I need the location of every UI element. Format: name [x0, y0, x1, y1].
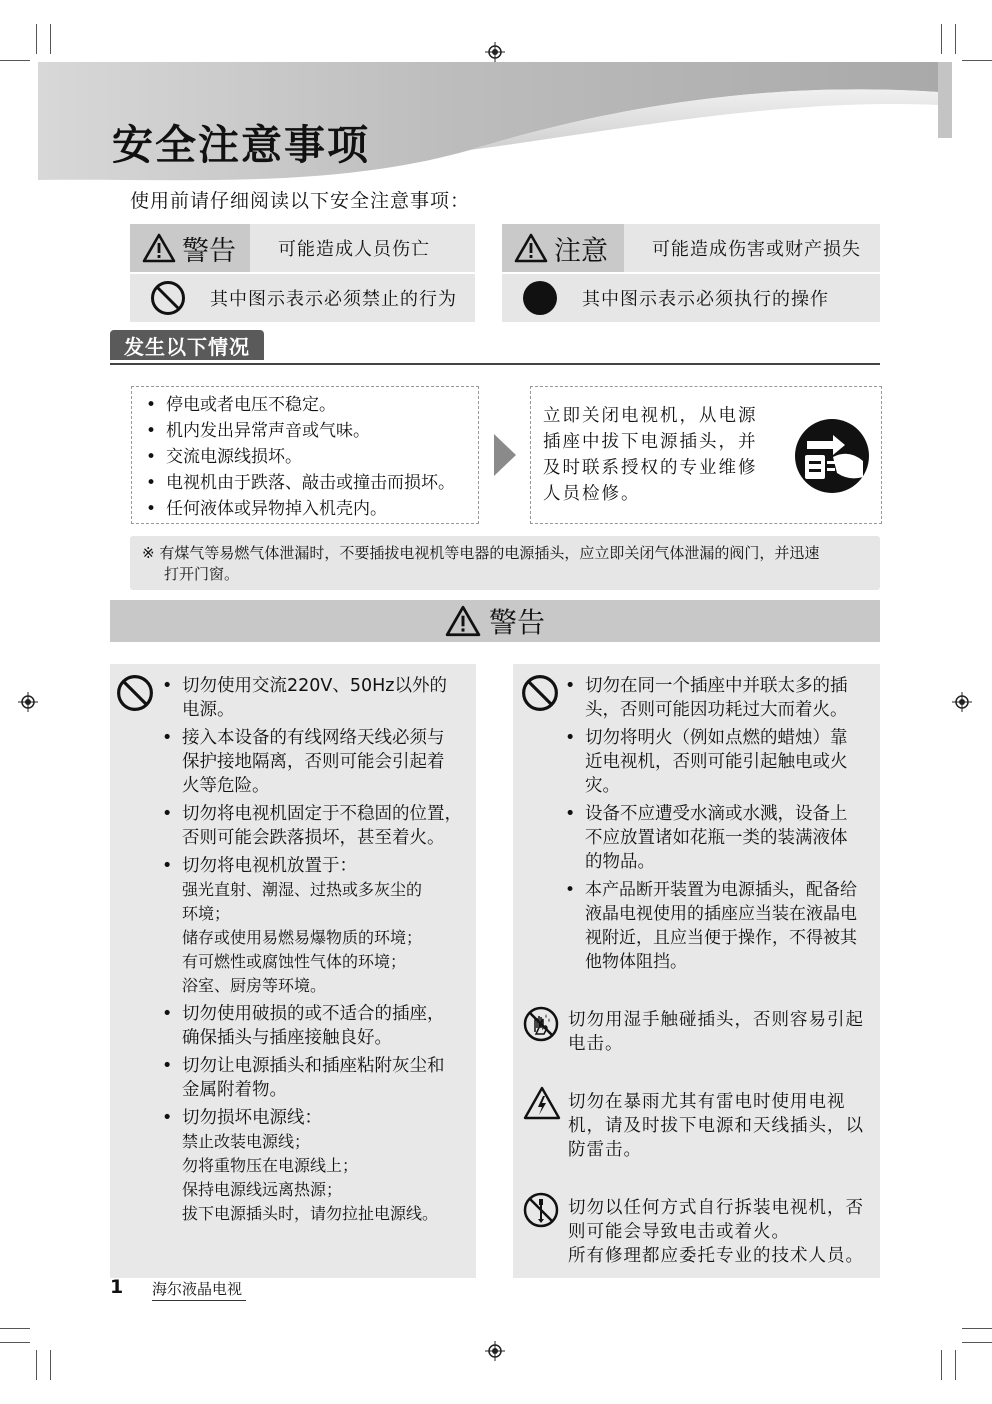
intro-text: 使用前请仔细阅读以下安全注意事项： [130, 190, 471, 212]
crop-mark [962, 1328, 992, 1329]
warning-banner-label: 警告 [488, 606, 545, 639]
action-text: 立即关闭电视机，从电源 插座中拔下电源插头，并 及时联系授权的专业维修 人员检修。 [543, 406, 758, 504]
legend-warning-label-box [130, 224, 250, 272]
list-item: • 切勿使用破损的或不适合的插座， 确保插头与插座接触良好。 [162, 1002, 472, 1050]
no-disassemble-icon [523, 1192, 559, 1228]
disassembly-warning: 切勿以任何方式自行拆装电视机，否 则可能会导致电击或着火。 所有修理都应委托专业的技术人员。 [568, 1198, 864, 1266]
list-item: • 切勿将明火（例如点燃的蜡烛）靠 近电视机，否则可能引起触电或火 灾。 [565, 726, 877, 798]
right-warning-panel [513, 664, 880, 1278]
list-item: • 任何液体或异物掉入机壳内。 [140, 496, 455, 522]
prohibition-icon [521, 674, 559, 712]
list-item: • 交流电源线损坏。 [140, 444, 455, 470]
list-item: • 切勿使用交流220V、50Hz以外的 电源。 [162, 674, 472, 722]
crop-mark [0, 1342, 30, 1343]
conditions-list [140, 392, 455, 522]
prohibition-icon [116, 674, 154, 712]
crop-mark [36, 1350, 37, 1380]
list-item: • 切勿将电视机放置于： 强光直射、潮湿、过热或多灰尘的 环境； 储存或使用易燃易爆物质的环境； 有可燃性或腐蚀性气体的环境； 浴室、厨房等环境。 [162, 854, 472, 998]
page-number: 1 [110, 1276, 124, 1298]
list-item: • 切勿在同一个插座中并联太多的插 头，否则可能因功耗过大而着火。 [565, 674, 877, 722]
footer-underline [152, 1300, 246, 1301]
section-divider [110, 363, 880, 365]
legend-warning [130, 224, 475, 322]
legend-caution-desc: 可能造成伤害或财产损失 [652, 239, 861, 260]
caution-triangle-icon [514, 233, 548, 263]
list-item: • 设备不应遭受水滴或水溅，设备上 不应放置诸如花瓶一类的装满液体 的物品。 [565, 802, 877, 874]
legend-caution [502, 224, 880, 322]
legend-caution-label: 注意 [554, 235, 608, 267]
warning-triangle-icon [445, 605, 481, 637]
gas-leak-note: ※ 有煤气等易燃气体泄漏时，不要插拔电视机等电器的电源插头，应立即关闭气体泄漏的阀门，并迅速 打开门窗。 [130, 536, 880, 590]
crop-mark [50, 1350, 51, 1380]
list-item: • 电视机由于跌落、敲击或撞击而损坏。 [140, 470, 455, 496]
crop-mark [955, 1350, 956, 1380]
mandatory-action-icon [522, 280, 558, 316]
list-item: • 切勿让电源插头和插座粘附灰尘和 金属附着物。 [162, 1054, 472, 1102]
prohibition-icon [150, 280, 186, 316]
crop-mark [941, 1350, 942, 1380]
legend-warning-label: 警告 [182, 235, 236, 267]
footer-text: 海尔液晶电视 [152, 1280, 243, 1298]
registration-mark-icon [485, 1341, 505, 1361]
lightning-warning: 切勿在暴雨尤其有雷电时使用电视 机，请及时拔下电源和天线插头，以 防雷击。 [568, 1092, 864, 1160]
right-warning-list [565, 674, 877, 978]
list-item: • 切勿损坏电源线： 禁止改装电源线； 勿将重物压在电源线上； 保持电源线远离热源； 拔下电源插头时，请勿拉扯电源线。 [162, 1106, 472, 1226]
unplug-icon [793, 417, 871, 495]
list-item: • 切勿将电视机固定于不稳固的位置， 否则可能会跌落损坏，甚至着火。 [162, 802, 472, 850]
wet-hand-warning: 切勿用湿手触碰插头，否则容易引起 电击。 [568, 1010, 864, 1054]
registration-mark-icon [952, 692, 972, 712]
page-title: 安全注意事项 [112, 121, 370, 169]
section-title: 发生以下情况 [110, 330, 264, 360]
list-item: • 机内发出异常声音或气味。 [140, 418, 455, 444]
list-item: • 停电或者电压不稳定。 [140, 392, 455, 418]
crop-mark [0, 1328, 30, 1329]
warning-triangle-icon [142, 233, 176, 263]
lightning-icon [523, 1086, 561, 1120]
legend-warning-desc: 可能造成人员伤亡 [278, 239, 430, 260]
legend-warning-row2: 其中图示表示必须禁止的行为 [210, 289, 457, 310]
left-warning-list [162, 674, 472, 1230]
legend-caution-label-box [502, 224, 624, 272]
crop-mark [962, 1342, 992, 1343]
list-item: • 本产品断开装置为电源插头，配备给 液晶电视使用的插座应当装在液晶电 视附近，且应当便于操作，不得被其 他物体阻挡。 [565, 878, 877, 974]
list-item: • 接入本设备的有线网络天线必须与 保护接地隔离，否则可能会引起着 火等危险。 [162, 726, 472, 798]
conditions-box [131, 386, 479, 524]
registration-mark-icon [18, 692, 38, 712]
wet-hand-icon [523, 1006, 559, 1042]
action-box [530, 386, 882, 524]
left-warning-panel [110, 664, 476, 1278]
legend-caution-row2: 其中图示表示必须执行的操作 [582, 289, 829, 310]
arrow-right-icon [494, 434, 516, 476]
warning-banner [110, 600, 880, 642]
